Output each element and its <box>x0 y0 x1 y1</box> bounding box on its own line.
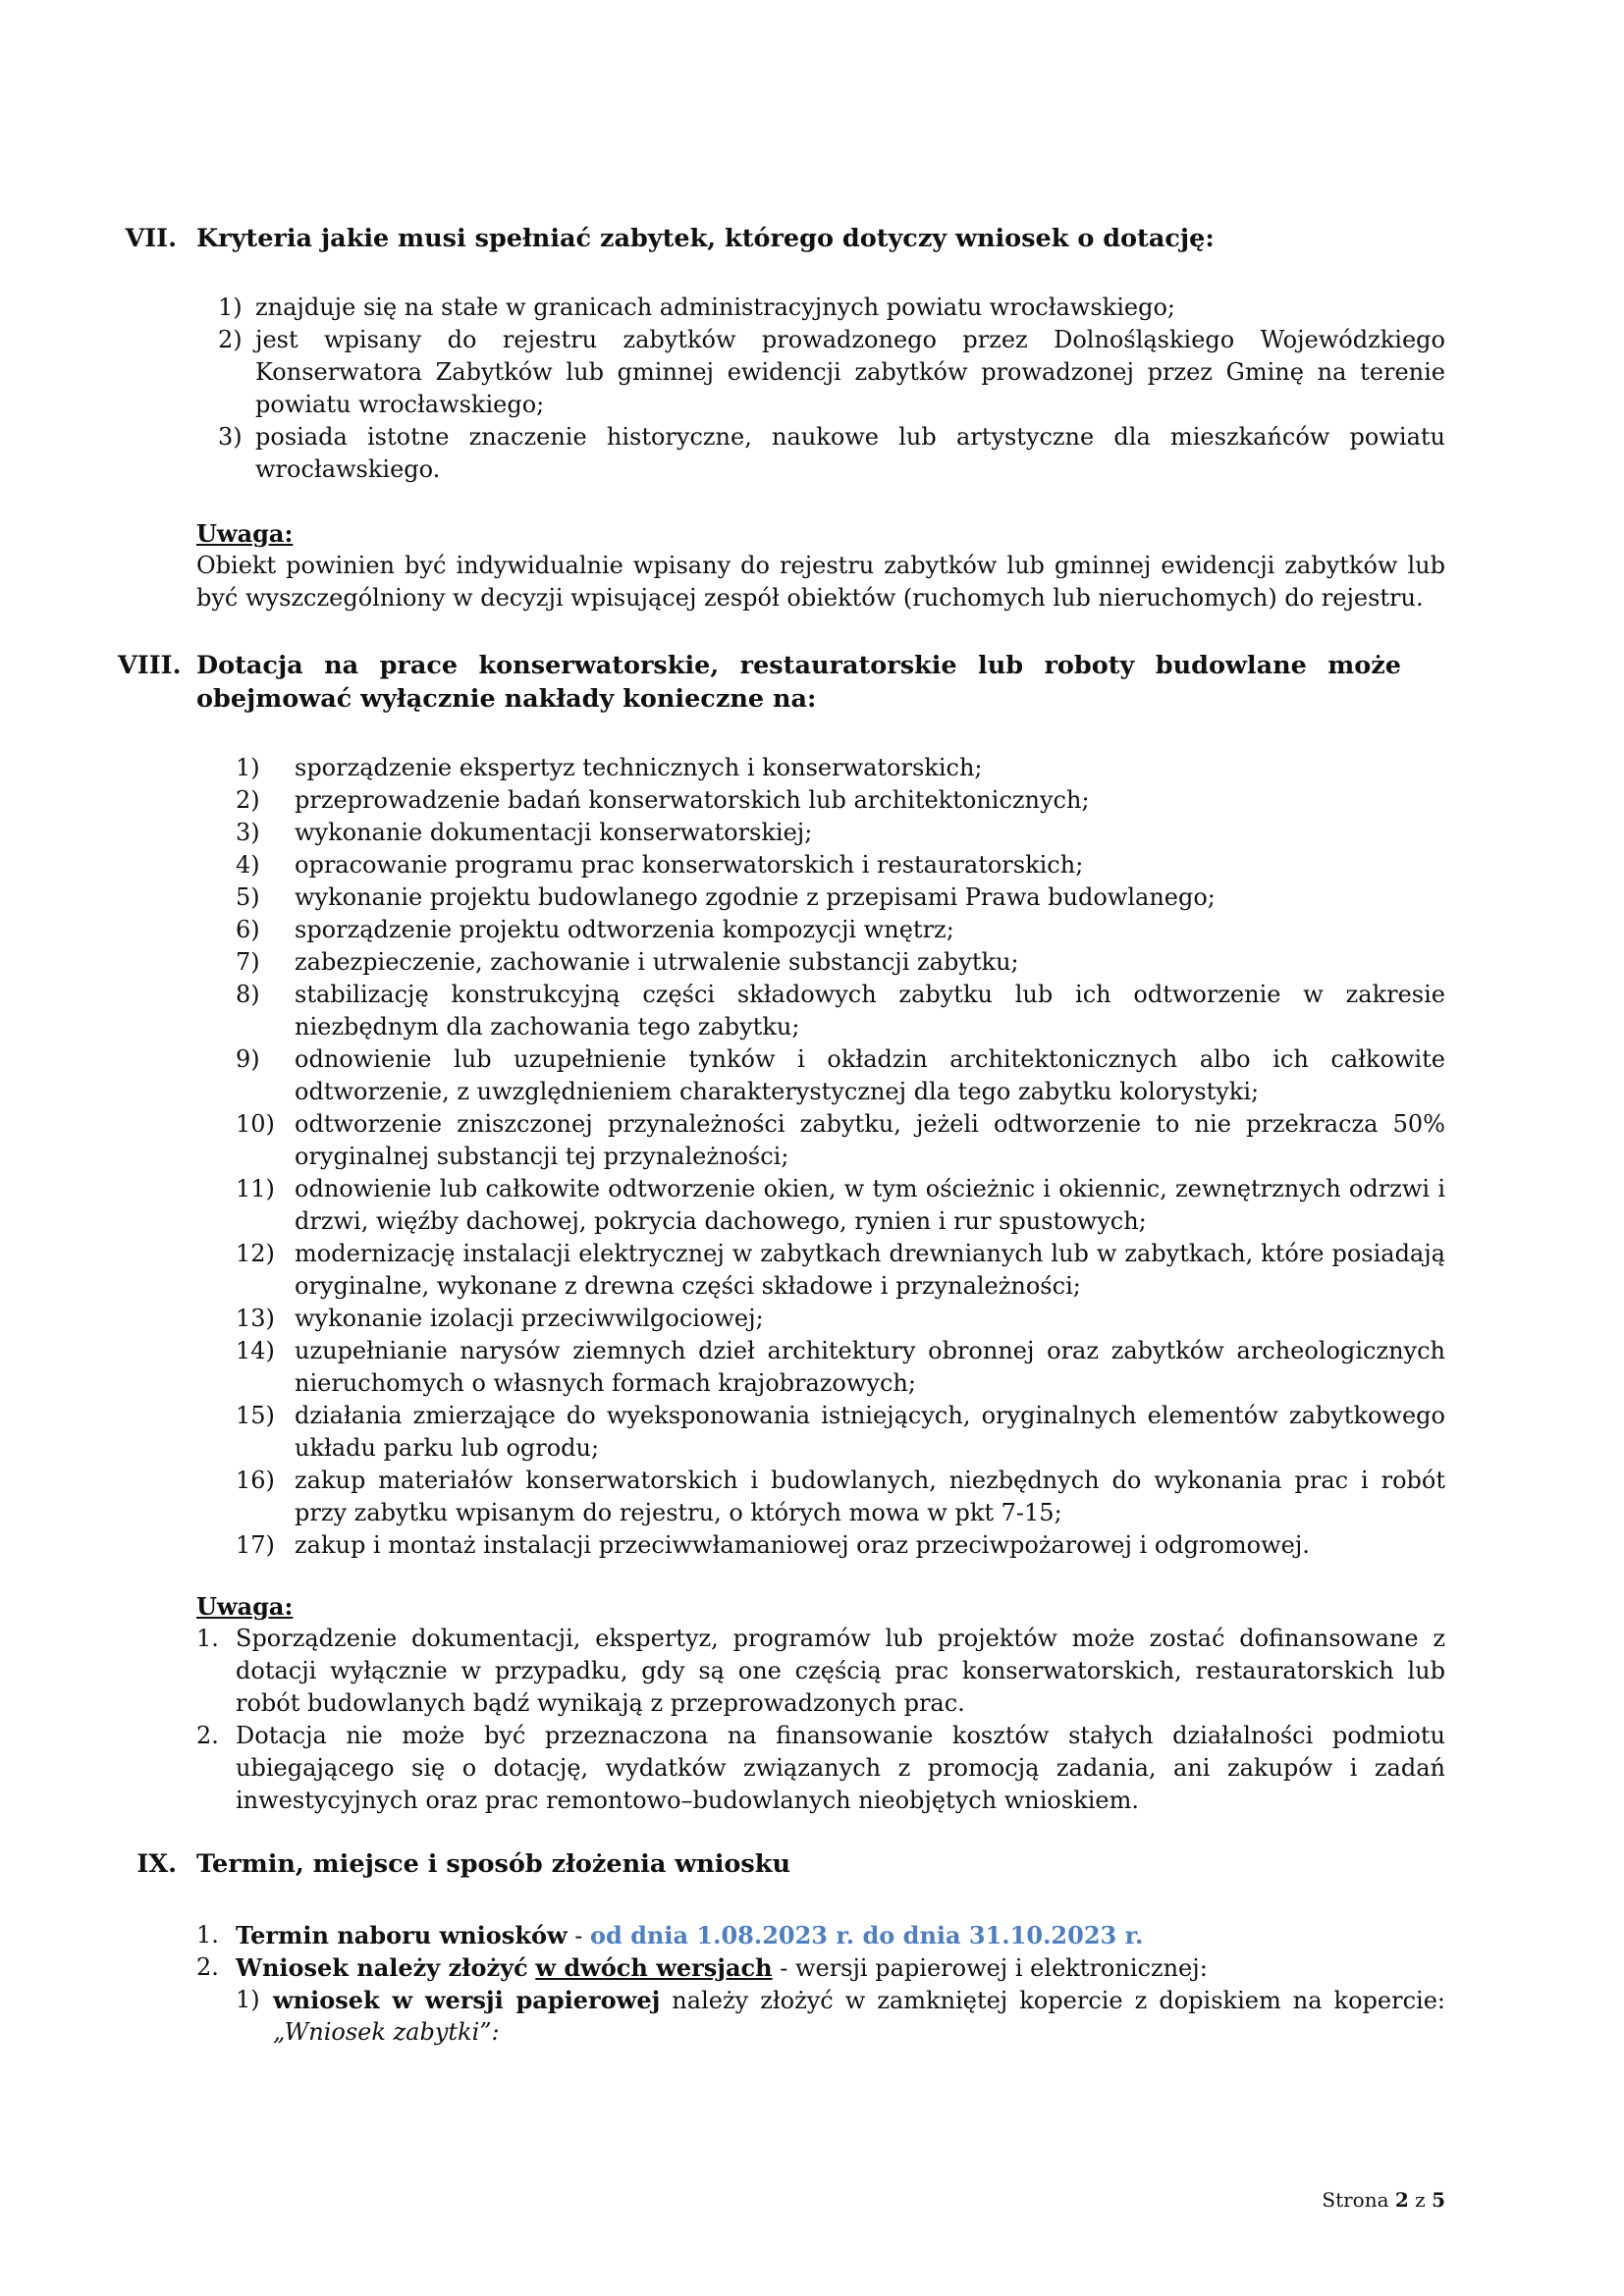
list-item-text: opracowanie programu prac konserwatorskich i restauratorskich; <box>295 851 1084 879</box>
list-item <box>196 1720 1445 1817</box>
list-item <box>236 946 1445 979</box>
list-item <box>236 1108 1445 1173</box>
section-number: VIII. <box>118 651 182 680</box>
list-item <box>196 1623 1445 1720</box>
deadline-dates: od dnia 1.08.2023 r. do dnia 31.10.2023 r. <box>590 1921 1144 1949</box>
list-item <box>218 324 1445 421</box>
section-title: Termin, miejsce i sposób złożenia wniosku <box>196 1849 790 1879</box>
list-item-number: 11) <box>236 1175 275 1202</box>
list-item-text: jest wpisany do rejestru zabytków prowadzonego przez Dolnośląskiego Wojewódzkiego Konserwatora Zabytków lub gminnej ewidencji zabytków prowadzonej przez Gminę na terenie powiatu wrocławskiego; <box>255 326 1445 418</box>
footer-prefix: Strona <box>1322 2188 1395 2212</box>
list-item-number: 3) <box>218 423 243 451</box>
list-item-number: 15) <box>236 1402 275 1429</box>
list-item-number: 2) <box>218 326 243 353</box>
list-item <box>236 1303 1445 1335</box>
list-item <box>218 421 1445 486</box>
list-item-number: 12) <box>236 1240 275 1267</box>
section-title: Kryteria jakie musi spełniać zabytek, którego dotyczy wniosek o dotację: <box>196 224 1215 253</box>
list-item-text: sporządzenie ekspertyz technicznych i konserwatorskich; <box>295 754 983 781</box>
section-number: VII. <box>125 224 177 253</box>
list-item-number: 1) <box>236 754 260 781</box>
list-item-text: stabilizację konstrukcyjną części składowych zabytku lub ich odtworzenie w zakresie niezbędnym dla zachowania tego zabytku; <box>295 981 1445 1041</box>
list-item <box>236 1335 1445 1400</box>
list-item <box>236 1400 1445 1465</box>
list-item <box>236 1043 1445 1108</box>
section-number: IX. <box>136 1849 177 1879</box>
paper-version-rest: należy złożyć w zamkniętej kopercie z dopiskiem na kopercie: <box>660 1987 1445 2014</box>
list-item-text: zakup materiałów konserwatorskich i budowlanych, niezbędnych do wykonania prac i robót przy zabytku wpisanym do rejestru, o których mowa w pkt 7-15; <box>295 1467 1445 1526</box>
criteria-list <box>218 292 1445 486</box>
note-label: Uwaga: <box>196 1592 294 1621</box>
list-item-text: zakup i montaż instalacji przeciwwłamaniowej oraz przeciwpożarowej i odgromowej. <box>295 1531 1310 1559</box>
list-item-text: Dotacja nie może być przeznaczona na finansowanie kosztów stałych działalności podmiotu ubiegającego się o dotację, wydatków związanych z promocją zadania, ani zakupów i zadań inwestycyjnych oraz prac remontowo–budowlanych nieobjętych wnioskiem. <box>236 1722 1445 1814</box>
envelope-note: „Wniosek zabytki”: <box>273 2018 500 2046</box>
list-item-text: znajduje się na stałe w granicach administracyjnych powiatu wrocławskiego; <box>255 294 1175 321</box>
list-item <box>218 292 1445 324</box>
list-item-number: 16) <box>236 1467 275 1494</box>
list-item <box>236 752 1445 784</box>
item-number: 1. <box>196 1921 219 1949</box>
note-label: Uwaga: <box>196 519 294 548</box>
list-item <box>236 914 1445 946</box>
list-item-text: Sporządzenie dokumentacji, ekspertyz, programów lub projektów może zostać dofinansowane z dotacji wyłącznie w przypadku, gdy są one częścią prac konserwatorskich, restauratorskich lub robót budowlanych bądź wynikają z przeprowadzonych prac. <box>236 1625 1445 1717</box>
list-item-number: 9) <box>236 1045 260 1073</box>
list-item-text: sporządzenie projektu odtworzenia kompozycji wnętrz; <box>295 916 954 943</box>
list-item-text: uzupełnianie narysów ziemnych dzieł architektury obronnej oraz zabytków archeologicznych nieruchomych o własnych formach krajobrazowych; <box>295 1337 1445 1397</box>
list-item-number: 14) <box>236 1337 275 1364</box>
list-item-text: posiada istotne znaczenie historyczne, naukowe lub artystyczne dla mieszkańców powiatu wrocławskiego. <box>255 423 1445 483</box>
list-item <box>236 979 1445 1043</box>
page-footer <box>1322 2188 1445 2212</box>
list-item-number: 13) <box>236 1305 275 1332</box>
list-item-number: 7) <box>236 948 260 976</box>
list-item-text: zabezpieczenie, zachowanie i utrwalenie substancji zabytku; <box>295 948 1019 976</box>
list-item-number: 5) <box>236 883 260 911</box>
versions-rest: - wersji papierowej i elektronicznej: <box>772 1954 1208 1982</box>
list-item-number: 2) <box>236 786 260 814</box>
list-item-text: wykonanie dokumentacji konserwatorskiej; <box>295 819 813 846</box>
footer-page: 2 <box>1394 2188 1409 2212</box>
footer-of: z <box>1408 2188 1433 2212</box>
separator: - <box>567 1922 590 1949</box>
notes-list <box>196 1623 1445 1817</box>
list-item-number: 1. <box>196 1625 219 1652</box>
list-item-text: odnowienie lub całkowite odtworzenie okien, w tym ościeżnic i okiennic, zewnętrznych odrzwi i drzwi, więźby dachowej, pokrycia dachowego, rynien i rur spustowych; <box>295 1175 1445 1235</box>
list-item-text: działania zmierzające do wyeksponowania istniejących, oryginalnych elementów zabytkowego układu parku lub ogrodu; <box>295 1402 1445 1462</box>
list-item-text: wykonanie projektu budowlanego zgodnie z przepisami Prawa budowlanego; <box>295 883 1216 911</box>
expenses-list <box>236 752 1445 1562</box>
versions-label: Wniosek należy złożyć <box>236 1953 528 1982</box>
list-item-number: 4) <box>236 851 260 879</box>
list-item <box>236 849 1445 881</box>
list-item-number: 10) <box>236 1110 275 1138</box>
list-item-number: 2. <box>196 1722 219 1749</box>
list-item-text: odnowienie lub uzupełnienie tynków i okładzin architektonicznych albo ich całkowite odtworzenie, z uwzględnieniem charakterystycznej dla tego zabytku kolorystyki; <box>295 1045 1445 1105</box>
section-title: Dotacja na prace konserwatorskie, restauratorskie lub roboty budowlane może obejmować wyłącznie nakłady konieczne na: <box>196 651 1401 714</box>
deadline-label: Termin naboru wniosków <box>236 1921 568 1949</box>
item-number: 1) <box>236 1986 260 2013</box>
versions-underlined: w dwóch wersjach <box>535 1953 773 1982</box>
item-number: 2. <box>196 1953 219 1981</box>
list-item-number: 17) <box>236 1531 275 1559</box>
list-item-text: wykonanie izolacji przeciwwilgociowej; <box>295 1305 764 1332</box>
list-item-text: odtworzenie zniszczonej przynależności zabytku, jeżeli odtworzenie to nie przekracza 50% oryginalnej substancji tej przynależności; <box>295 1110 1445 1170</box>
paper-version-label: wniosek w wersji papierowej <box>273 1986 661 2014</box>
list-item <box>236 1173 1445 1238</box>
list-item-text: przeprowadzenie badań konserwatorskich lub architektonicznych; <box>295 786 1090 814</box>
list-item-text: modernizację instalacji elektrycznej w zabytkach drewnianych lub w zabytkach, które posiadają oryginalne, wykonane z drewna części składowe i przynależności; <box>295 1240 1445 1300</box>
list-item-number: 8) <box>236 981 260 1008</box>
footer-total: 5 <box>1432 2188 1445 2212</box>
list-item <box>236 784 1445 817</box>
list-item <box>236 881 1445 914</box>
list-item <box>236 1465 1445 1529</box>
list-item <box>236 1238 1445 1303</box>
list-item-number: 6) <box>236 916 260 943</box>
list-item <box>236 817 1445 849</box>
note-text: Obiekt powinien być indywidualnie wpisany do rejestru zabytków lub gminnej ewidencji zabytków lub być wyszczególniony w decyzji wpisującej zespół obiektów (ruchomych lub nieruchomych) do rejestru. <box>196 552 1445 612</box>
list-item-number: 3) <box>236 819 260 846</box>
list-item <box>236 1529 1445 1562</box>
list-item-number: 1) <box>218 294 243 321</box>
